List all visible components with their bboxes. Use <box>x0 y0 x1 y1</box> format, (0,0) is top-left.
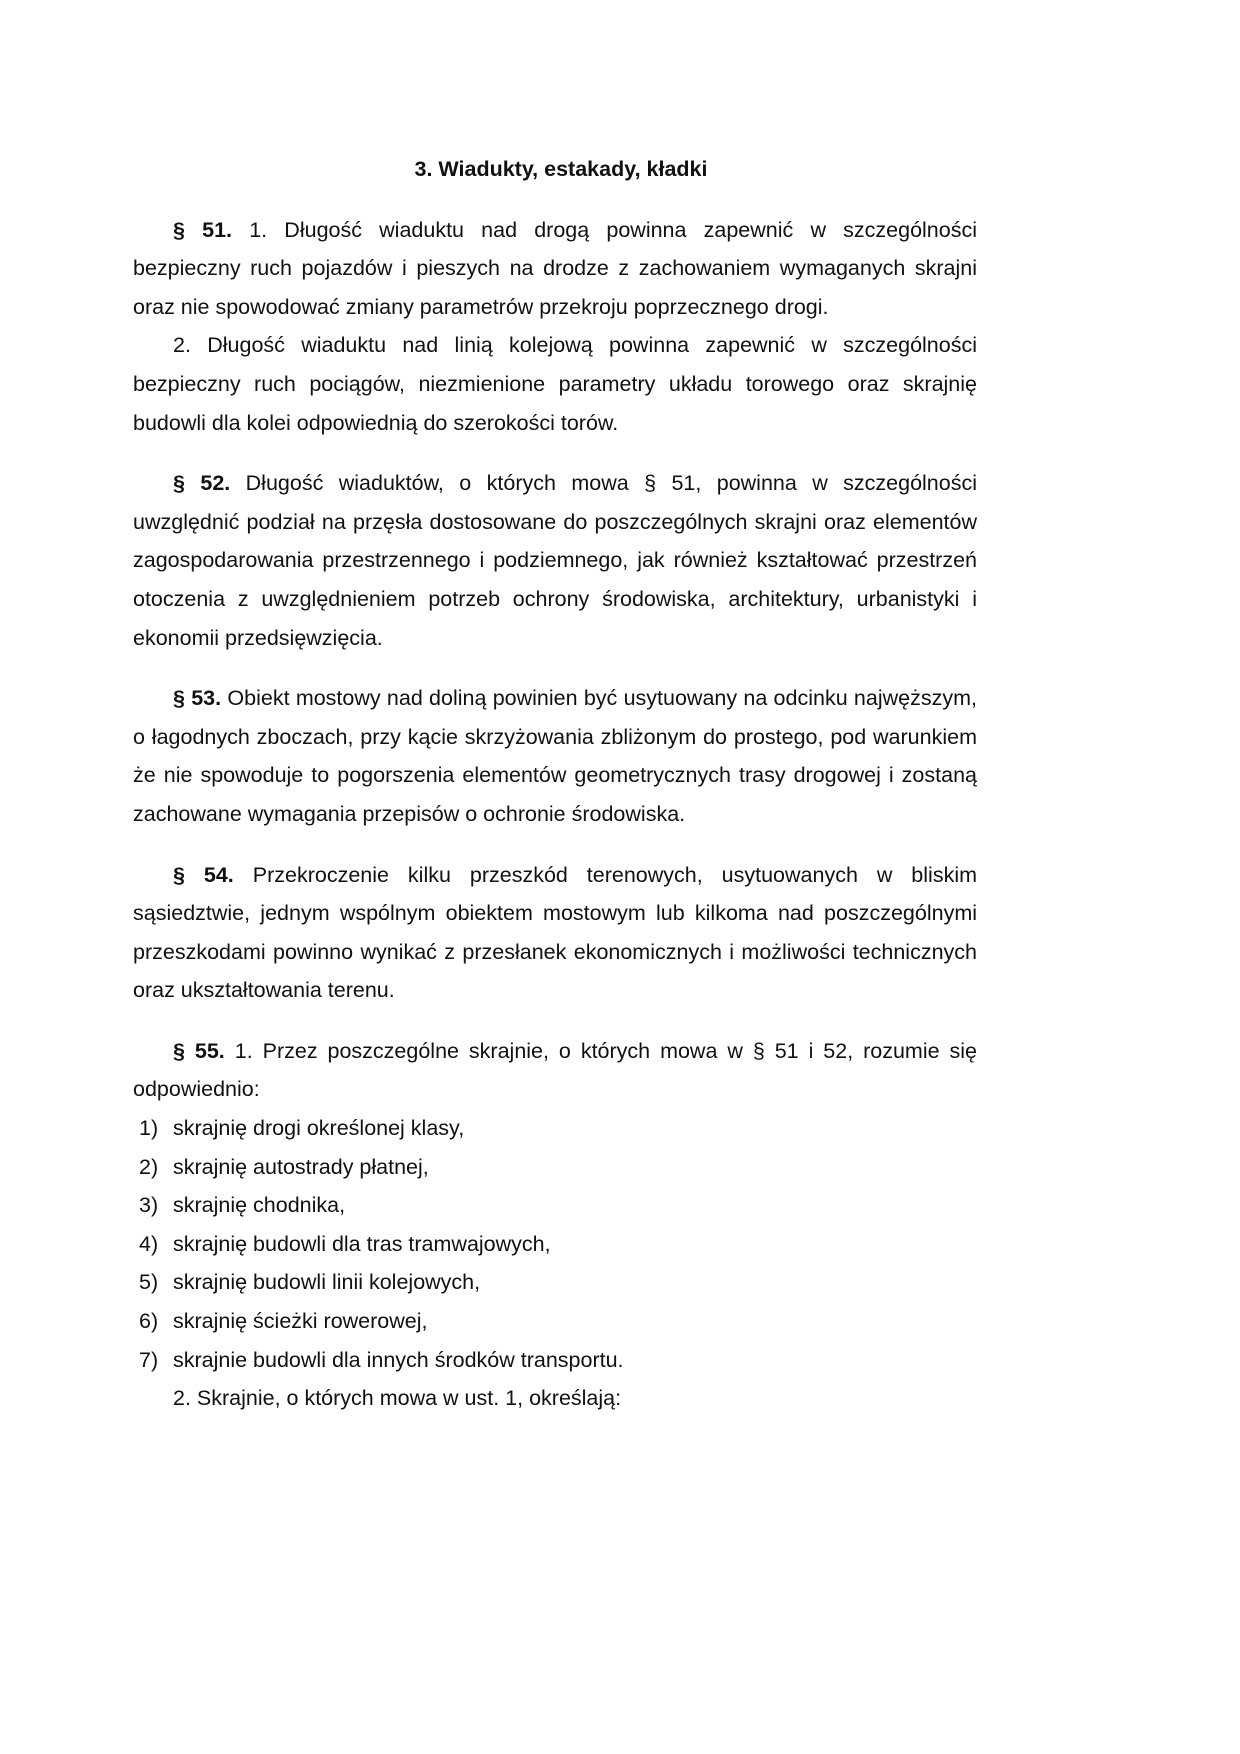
list-item <box>133 1341 977 1380</box>
list-item-number: 4) <box>139 1231 159 1256</box>
section-label: § 51. <box>173 217 233 242</box>
section-51-paragraph-1 <box>133 211 977 327</box>
list-item-text: skrajnię chodnika, <box>173 1193 346 1218</box>
section-52 <box>133 464 977 657</box>
list-item-text: skrajnie budowli dla innych środków transportu. <box>173 1347 624 1372</box>
section-51-paragraph-2: 2. Długość wiaduktu nad linią kolejową powinna zapewnić w szczególności bezpieczny ruch pociągów, niezmienione parametry układu torowego oraz skrajnię budowli dla kolei odpowiednią do szerokości torów. <box>133 333 977 435</box>
list-item <box>133 1225 977 1264</box>
paragraph-text: 1. Długość wiaduktu nad drogą powinna zapewnić w szczególności bezpieczny ruch pojazdów i pieszych na drodze z zachowaniem wymaganych skrajni oraz nie spowodować zmiany parametrów przekroju poprzecznego drogi. <box>133 217 977 319</box>
section-55-paragraph-2: 2. Skrajnie, o których mowa w ust. 1, określają: <box>173 1386 622 1411</box>
paragraph-text: Długość wiaduktów, o których mowa § 51, powinna w szczególności uwzględnić podział na przęsła dostosowane do poszczególnych skrajni oraz elementów zagospodarowania przestrzennego i podziemnego, jak również kształtować przestrzeń otoczenia z uwzględnieniem potrzeb ochrony środowiska, architektury, urbanistyki i ekonomii przedsięwzięcia. <box>133 471 977 650</box>
list-item <box>133 1148 977 1187</box>
document-page <box>133 150 977 1418</box>
list-item-number: 5) <box>139 1270 159 1295</box>
section-55 <box>133 1032 977 1418</box>
list-item-text: skrajnię autostrady płatnej, <box>173 1154 429 1179</box>
list-item-number: 3) <box>139 1193 159 1218</box>
list-item-text: skrajnię ścieżki rowerowej, <box>173 1309 428 1334</box>
skrajnie-list <box>133 1109 977 1379</box>
list-item-text: skrajnię budowli dla tras tramwajowych, <box>173 1231 551 1256</box>
list-item-text: skrajnię drogi określonej klasy, <box>173 1116 465 1141</box>
list-item-number: 2) <box>139 1154 159 1179</box>
chapter-title: 3. Wiadukty, estakady, kładki <box>414 157 708 181</box>
paragraph-text: Przekroczenie kilku przeszkód terenowych, usytuowanych w bliskim sąsiedztwie, jednym wspólnym obiektem mostowym lub kilkoma nad poszczególnymi przeszkodami powinno wynikać z przesłanek ekonomicznych i możliwości technicznych oraz ukształtowania terenu. <box>133 862 977 1003</box>
section-label: § 52. <box>173 471 231 496</box>
section-label: § 55. <box>173 1038 225 1063</box>
list-item-number: 7) <box>139 1347 159 1372</box>
list-item <box>133 1302 977 1341</box>
list-item-text: skrajnię budowli linii kolejowych, <box>173 1270 481 1295</box>
section-53 <box>133 679 977 833</box>
section-label: § 54. <box>173 862 234 887</box>
section-label: § 53. <box>173 686 222 711</box>
list-item <box>133 1186 977 1225</box>
list-item <box>133 1263 977 1302</box>
section-51 <box>133 211 977 443</box>
section-55-paragraph-1 <box>133 1032 977 1109</box>
section-54 <box>133 856 977 1010</box>
paragraph-text: Obiekt mostowy nad doliną powinien być usytuowany na odcinku najwęższym, o łagodnych zboczach, przy kącie skrzyżowania zbliżonym do prostego, pod warunkiem że nie spowoduje to pogorszenia elementów geometrycznych trasy drogowej i zostaną zachowane wymagania przepisów o ochronie środowiska. <box>133 686 977 826</box>
list-item-number: 1) <box>139 1116 159 1141</box>
list-item <box>133 1109 977 1148</box>
list-item-number: 6) <box>139 1309 159 1334</box>
paragraph-text: 1. Przez poszczególne skrajnie, o których mowa w § 51 i 52, rozumie się odpowiednio: <box>133 1038 978 1102</box>
